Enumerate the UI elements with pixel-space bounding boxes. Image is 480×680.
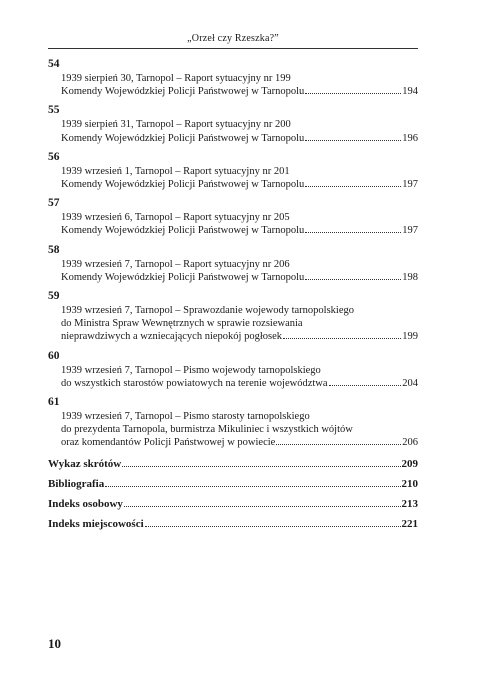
dot-leader [105, 486, 400, 487]
dot-leader [124, 506, 401, 507]
entry-last-line [48, 271, 418, 284]
entry-line: 1939 wrzesień 7, Tarnopol – Raport sytuacyjny nr 206 [61, 258, 290, 270]
toc-entry [48, 394, 418, 450]
entry-page-number: 197 [402, 179, 418, 191]
entry-line-text: Komendy Wojewódzkiej Policji Państwowej w Tarnopolu [61, 86, 305, 98]
running-header: „Orzeł czy Rzeszka?” [187, 33, 279, 44]
dot-leader [305, 279, 401, 280]
dot-leader [276, 444, 401, 445]
entry-last-line [48, 330, 418, 343]
entry-line: 1939 sierpień 30, Tarnopol – Raport sytuacyjny nr 199 [61, 73, 291, 84]
entry-number: 56 [48, 150, 60, 163]
entry-line: 1939 wrzesień 7, Tarnopol – Pismo starosty tarnopolskiego [61, 411, 310, 423]
entry-page-number: 204 [402, 377, 418, 389]
entry-number: 54 [48, 58, 60, 70]
section-page-number: 213 [401, 497, 418, 510]
entry-line: 1939 wrzesień 7, Tarnopol – Sprawozdanie wojewody tarnopolskiego [61, 305, 355, 317]
entry-page-number: 194 [402, 86, 418, 98]
entry-line: 1939 wrzesień 1, Tarnopol – Raport sytuacyjny nr 201 [61, 165, 290, 177]
entry-number: 55 [48, 104, 60, 117]
entry-number: 61 [48, 396, 60, 409]
toc-entry [48, 288, 418, 344]
entry-line: 1939 sierpień 31, Tarnopol – Raport sytuacyjny nr 200 [61, 119, 291, 131]
entry-number: 57 [48, 197, 60, 210]
entry-line-text: Komendy Wojewódzkiej Policji Państwowej w Tarnopolu [61, 225, 305, 237]
entry-line: do Ministra Spraw Wewnętrznych w sprawie rozsiewania [61, 318, 303, 330]
entry-line: do prezydenta Tarnopola, burmistrza Mikuliniec i wszystkich wójtów [61, 424, 353, 436]
entry-line: 1939 wrzesień 7, Tarnopol – Pismo wojewody tarnopolskiego [61, 364, 321, 376]
toc-sections [48, 454, 418, 534]
dot-leader [305, 186, 401, 187]
toc-entry [48, 242, 418, 284]
section-page-number: 221 [401, 517, 418, 530]
entry-line-text: Komendy Wojewódzkiej Policji Państwowej w Tarnopolu [61, 179, 305, 191]
section-page-number: 210 [401, 477, 418, 490]
entry-last-line [48, 436, 418, 449]
section-page-number: 209 [401, 457, 418, 470]
entry-last-line [48, 377, 418, 390]
toc-entry [48, 195, 418, 237]
dot-leader [145, 526, 401, 527]
toc-section [48, 474, 418, 494]
entry-page-number: 206 [402, 437, 418, 449]
section-title: Indeks osobowy [48, 497, 123, 510]
dot-leader [283, 338, 401, 339]
toc-entry [48, 149, 418, 191]
section-title: Indeks miejscowości [48, 517, 144, 530]
entry-page-number: 199 [402, 331, 418, 343]
toc-entries [48, 56, 418, 450]
entry-number: 60 [48, 349, 60, 362]
entry-page-number: 196 [402, 132, 418, 144]
section-title: Wykaz skrótów [48, 457, 122, 470]
toc-section [48, 494, 418, 514]
entry-line-text: Komendy Wojewódzkiej Policji Państwowej w Tarnopolu [61, 132, 305, 144]
toc-entry [48, 348, 418, 390]
entry-page-number: 197 [402, 225, 418, 237]
dot-leader [305, 93, 401, 94]
table-of-contents [48, 56, 418, 534]
toc-section [48, 454, 418, 474]
toc-entry [48, 102, 418, 144]
dot-leader [305, 140, 401, 141]
entry-line-text: oraz komendantów Policji Państwowej w powiecie [61, 437, 276, 449]
toc-entry [48, 56, 418, 98]
toc-section [48, 514, 418, 534]
dot-leader [122, 466, 400, 467]
header-rule [48, 48, 418, 49]
entry-number: 59 [48, 290, 60, 303]
entry-line-text: do wszystkich starostów powiatowych na terenie województwa [61, 377, 328, 389]
entry-line-text: Komendy Wojewódzkiej Policji Państwowej w Tarnopolu [61, 271, 305, 283]
entry-line: 1939 wrzesień 6, Tarnopol – Raport sytuacyjny nr 205 [61, 212, 290, 224]
dot-leader [329, 385, 402, 386]
page-number: 10 [48, 636, 61, 651]
entry-last-line [48, 132, 418, 145]
entry-line-text: nieprawdziwych a wzniecających niepokój pogłosek [61, 331, 282, 343]
dot-leader [305, 232, 401, 233]
entry-page-number: 198 [402, 271, 418, 283]
entry-last-line [48, 85, 418, 98]
entry-last-line [48, 224, 418, 237]
entry-number: 58 [48, 243, 60, 256]
section-title: Bibliografia [48, 477, 105, 490]
entry-last-line [48, 178, 418, 191]
